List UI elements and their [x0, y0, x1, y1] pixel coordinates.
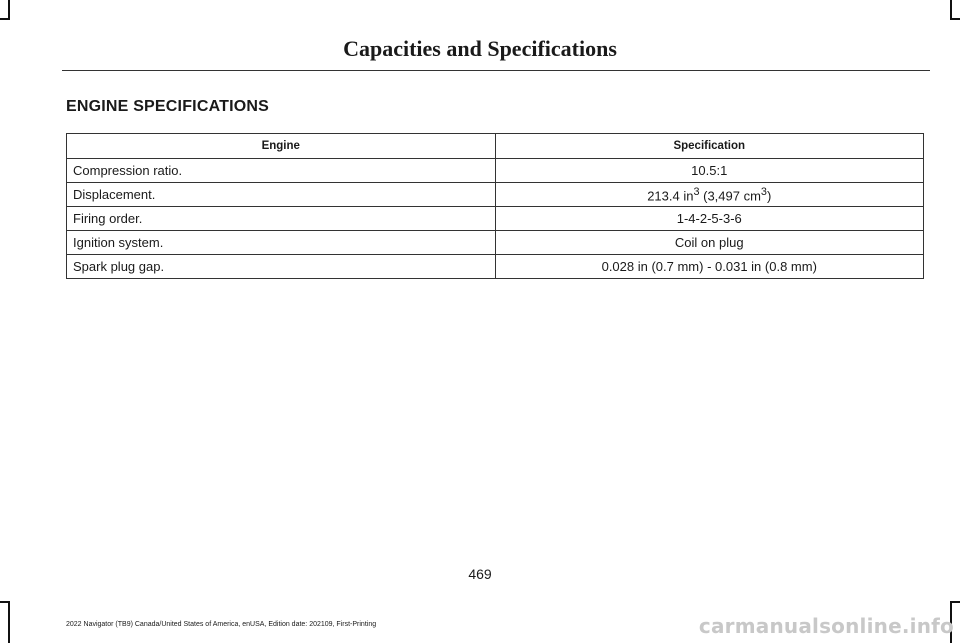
superscript: 3	[760, 185, 767, 198]
value-text: (3,497 cm	[699, 188, 761, 204]
crop-mark	[950, 18, 960, 20]
page-header-title: Capacities and Specifications	[343, 36, 617, 61]
column-header-specification: Specification	[495, 134, 924, 159]
crop-mark	[0, 601, 10, 603]
row-label: Compression ratio.	[67, 159, 496, 183]
table-row	[67, 255, 924, 279]
watermark: carmanualsonline.info	[698, 614, 954, 638]
row-value: 0.028 in (0.7 mm) - 0.031 in (0.8 mm)	[495, 255, 924, 279]
table-row	[67, 183, 924, 207]
crop-mark	[0, 18, 10, 20]
table-row	[67, 231, 924, 255]
row-label: Spark plug gap.	[67, 255, 496, 279]
superscript: 3	[693, 185, 700, 198]
engine-specifications-table	[66, 133, 924, 279]
table-row	[67, 207, 924, 231]
header-divider	[62, 70, 930, 71]
row-label: Firing order.	[67, 207, 496, 231]
crop-mark	[950, 601, 960, 603]
row-value	[495, 183, 924, 207]
crop-mark	[8, 0, 10, 18]
crop-mark	[950, 0, 952, 18]
row-value: Coil on plug	[495, 231, 924, 255]
column-header-engine: Engine	[67, 134, 496, 159]
row-label: Displacement.	[67, 183, 496, 207]
page-number: 469	[468, 566, 492, 582]
value-text: )	[766, 188, 772, 204]
section-title: ENGINE SPECIFICATIONS	[66, 98, 270, 115]
table-header-row	[67, 134, 924, 159]
row-value: 1-4-2-5-3-6	[495, 207, 924, 231]
footer-edition-text: 2022 Navigator (TB9) Canada/United States of America, enUSA, Edition date: 202109, First-Printing	[66, 621, 377, 628]
row-label: Ignition system.	[67, 231, 496, 255]
table-row	[67, 159, 924, 183]
value-text: 213.4 in	[647, 188, 694, 204]
row-value: 10.5:1	[495, 159, 924, 183]
crop-mark	[8, 603, 10, 643]
